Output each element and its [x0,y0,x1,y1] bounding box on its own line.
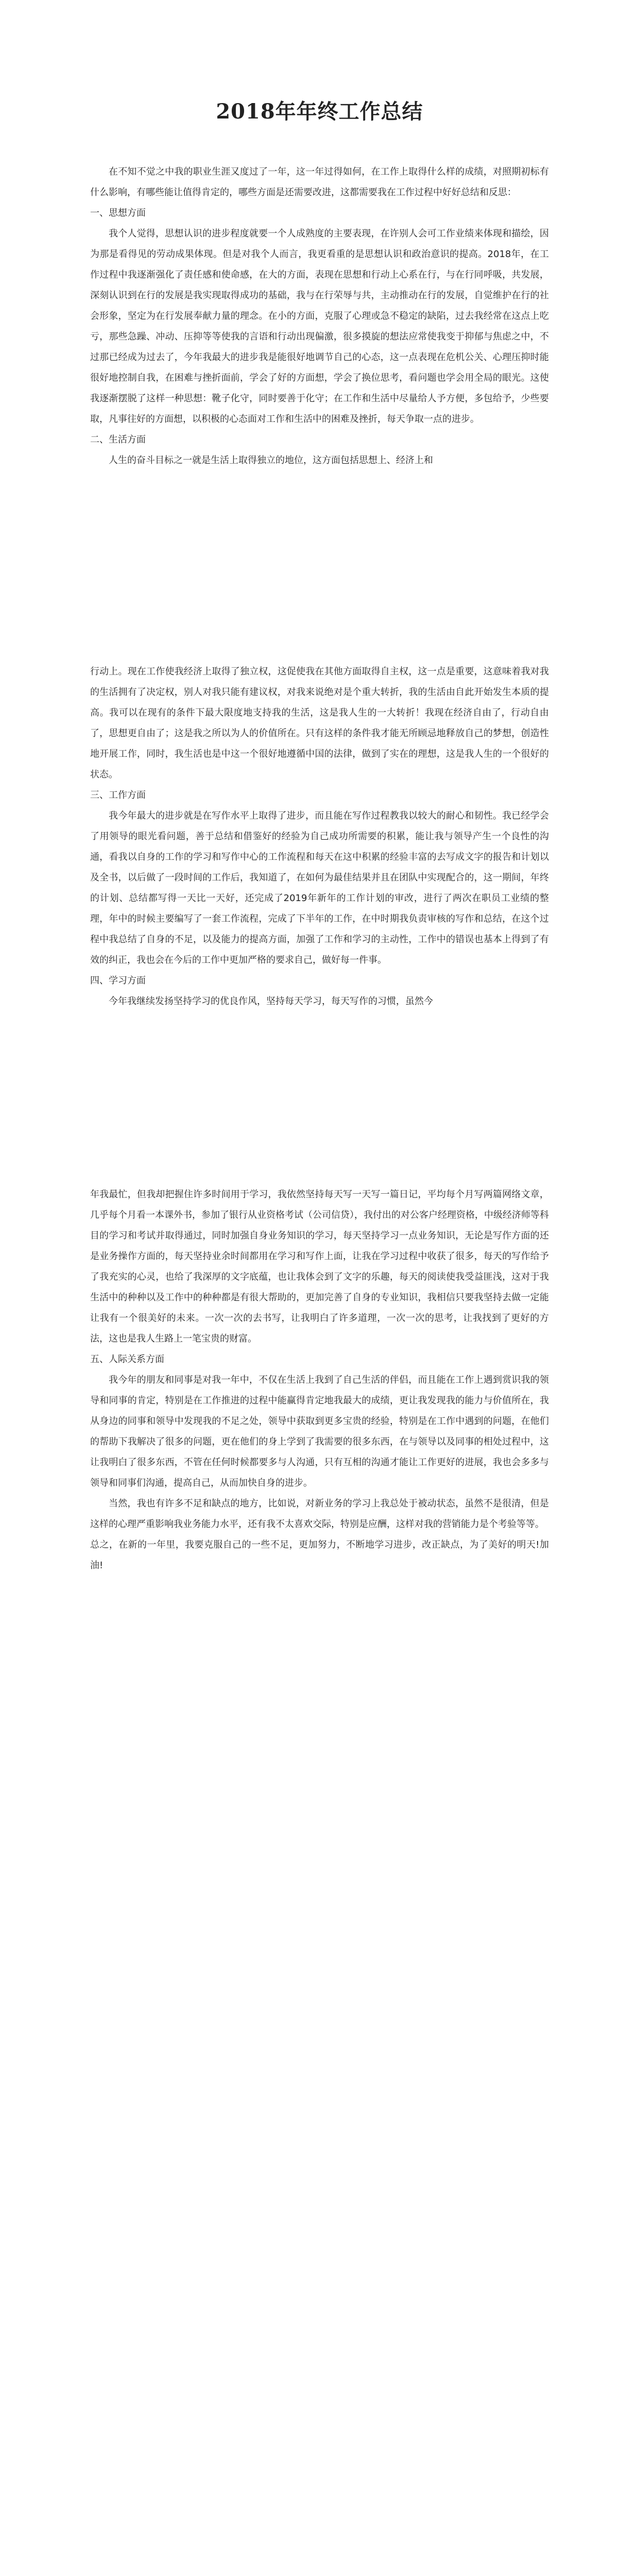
section-paragraph: 我今年的朋友和同事是对我一年中，不仅在生活上我到了自己生活的伴侣，而且能在工作上遇到赏识我的领导和同事的肯定，特别是在工作推进的过程中能赢得肯定地我最大的成绩，更让我发现我的能力与价值所在，我从身边的同事和领导中发现我的不足之处，领导中获取到更多宝贵的经验，特别是在工作中遇到的问题，在他们的帮助下我解决了很多的问题，更在他们的身上学到了我需要的很多东西，在与领导以及同事的相处过程中，这让我明白了很多东西，不管在任何时候都要多与人沟通，只有互相的沟通才能让工作更好的进展，我也会多多与领导和同事们沟通，提高自己，从而加快自身的进步。 [90,1375,549,1488]
section-paragraph: 行动上。现在工作使我经济上取得了独立权，这促使我在其他方面取得自主权，这一点是重要，这意味着我对我的生活拥有了决定权，别人对我只能有建议权，对我来说绝对是个重大转折，我的生活由自此开始发生本质的提高。我可以在现有的条件下最大限度地支持我的生活，这是我人生的一大转折！我现在经济自由了，行动自由了，思想更自由了；这是我之所以为人的价值所在。只有这样的条件我才能无所顾忌地释放自己的梦想，创造性地开展工作，同时，我生活也是中这一个很好地遵循中国的法律，做到了实在的理想，这是我人生的一个很好的状态。 [90,666,549,780]
intro-paragraph: 在不知不觉之中我的职业生涯又度过了一年，这一年过得如何，在工作上取得什么样的成绩，对照期初标有什么影响，有哪些能让值得肯定的，哪些方面是还需要改进，这都需要我在工作过程中好好总结和反思： [90,166,549,198]
section-paragraph: 当然，我也有许多不足和缺点的地方，比如说，对新业务的学习上我总处于被动状态，虽然不是很清，但是这样的心理严重影响我业务能力水平，还有我不太喜欢交际，特别是应酬，这样对我的营销能力是个考验等等。 [90,1498,549,1530]
section-paragraph: 年我最忙，但我却把握住许多时间用于学习，我依然坚持每天写一天写一篇日记，平均每个月写两篇网络文章，几乎每个月看一本课外书，参加了银行从业资格考试（公司信贷），我付出的对公客户经理资格，中级经济师等科目的学习和考试并取得通过，同时加强自身业务知识的学习，每天坚持学习一点业务知识，无论是写作方面的还是业务操作方面的，每天坚持业余时间都用在学习和写作上面，让我在学习过程中收获了很多，每天的写作给予了我充实的心灵，也给了我深厚的文字底蕴，也让我体会到了文字的乐趣，每天的阅读使我受益匪浅，这对于我生活中的种种以及工作中的种种都是有很大帮助的，更加完善了自身的专业知识，我相信只要我坚持去做一定能让我有一个很美好的未来。一次一次的去书写，让我明白了许多道理，一次一次的思考，让我找到了更好的方法，这也是我人生路上一笔宝贵的财富。 [90,1189,549,1344]
section-heading-study: 四、学习方面 [90,975,146,986]
section-heading-life: 二、生活方面 [90,434,146,445]
document-title: 2018年年终工作总结 [216,99,423,124]
section-heading-work: 三、工作方面 [90,790,146,801]
section-paragraph: 今年我继续发扬坚持学习的优良作风，坚持每天学习，每天写作的习惯，虽然今 [109,996,433,1007]
section-paragraph: 人生的奋斗目标之一就是生活上取得独立的地位，这方面包括思想上、经济上和 [109,455,433,466]
closing-paragraph: 总之，在新的一年里，我要克服自己的一些不足，更加努力，不断地学习进步，改正缺点，为了美好的明天!加油! [90,1539,549,1571]
section-heading-thought: 一、思想方面 [90,208,146,218]
page-break-gap [90,1012,549,1184]
page-break-gap [90,471,549,662]
section-paragraph: 我个人觉得，思想认识的进步程度就要一个人成熟度的主要表现，在许别人会可工作业绩来体现和描绘，因为那是看得见的劳动成果体现。但是对我个人而言，我更看重的是思想认识和政治意识的提高。2018年，在工作过程中我逐渐强化了责任感和使命感，在大的方面，表现在思想和行动上心系在行，与在行同呼吸，共发展，深刻认识到在行的发展是我实现取得成功的基础，我与在行荣辱与共，主动推动在行的发展，自觉维护在行的社会形象，坚定为在行发展奉献力量的理念。在小的方面，克服了心理或急不稳定的缺陷，过去我经常在这点上吃亏，那些急躁、冲动、压抑等等使我的言语和行动出现偏激，很多摸旋的想法应常使我变于抑郁与焦虑之中，不过那已经成为过去了，今年我最大的进步我是能很好地调节自己的心态，这一点表现在危机公关、心理压抑时能很好地控制自我，在困难与挫折面前，学会了好的方面想，学会了换位思考，看问题也学会用全局的眼光。这使我逐渐摆脱了这样一种思想：靴子化守，同时要善于化守；在工作和生活中尽量给人予方便，多包给予，少些要取，凡事往好的方面想，以积极的心态面对工作和生活中的困难及挫折，每天争取一点的进步。 [90,228,549,425]
section-paragraph: 我今年最大的进步就是在写作水平上取得了进步，而且能在写作过程教我以较大的耐心和韧性。我已经学会了用领导的眼光看问题，善于总结和借鉴好的经验为自己成功所需要的积累，能让我与领导产生一个良性的沟通，看我以自身的工作的学习和写作中心的工作流程和每天在这中积累的经验丰富的去写成文字的报告和计划以及全书，以后做了一段时间的工作后，我知道了，在如何为最佳结果并且在团队中实现配合的，这一期间，年终的计划、总结都写得一天比一天好，还完成了2019年新年的工作计划的审改，进行了两次在职员工业绩的整理，年中的时候主要编写了一套工作流程，完成了下半年的工作，在中时期我负责审核的写作和总结，在这个过程中我总结了自身的不足，以及能力的提高方面，加强了工作和学习的主动性，工作中的错误也基本上得到了有效的纠正，我也会在今后的工作中更加严格的要求自己，做好每一件事。 [90,810,549,965]
section-heading-relationships: 五、人际关系方面 [90,1354,164,1365]
